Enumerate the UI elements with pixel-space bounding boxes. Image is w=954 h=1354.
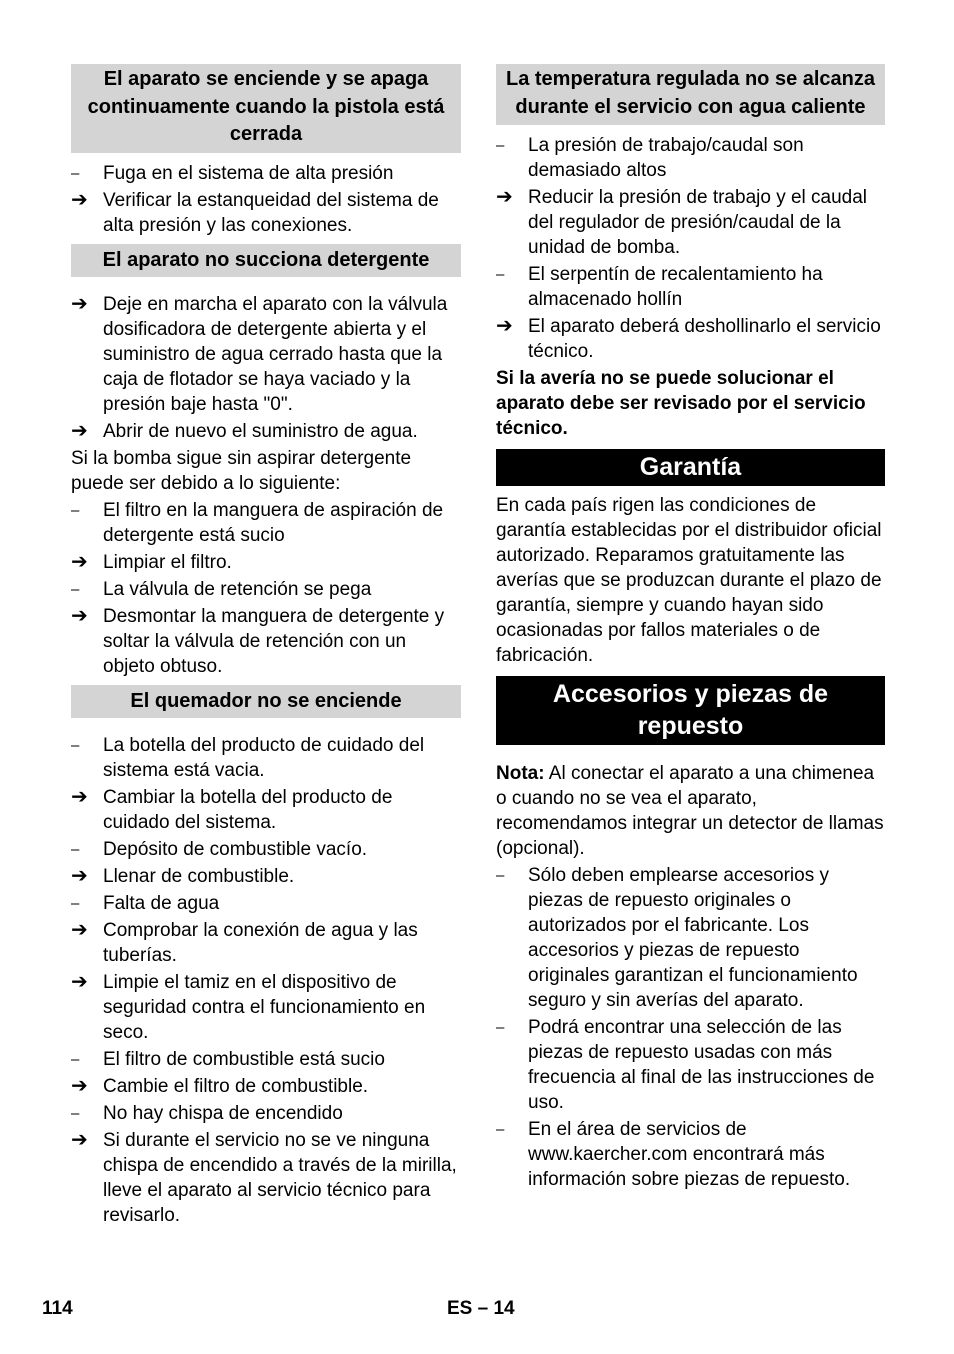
list-item-text: Depósito de combustible vacío.	[103, 838, 368, 860]
list-item	[71, 577, 461, 602]
list	[496, 133, 885, 364]
list-item	[71, 1047, 461, 1072]
list-item	[71, 864, 461, 889]
dash-bullet: –	[71, 894, 80, 912]
list-item-text: Limpie el tamiz en el dispositivo de seguridad contra el funcionamiento en seco.	[103, 971, 426, 1043]
list-item	[71, 733, 461, 783]
list-item-text: Cambie el filtro de combustible.	[103, 1075, 369, 1097]
section-heading: La temperatura regulada no se alcanza durante el servicio con agua caliente	[496, 64, 885, 125]
list-item	[496, 863, 885, 1013]
right-column	[496, 64, 885, 1194]
list-item-text: La presión de trabajo/caudal son demasiado altos	[528, 135, 804, 181]
list-item	[71, 1101, 461, 1126]
section-heading-accessories: Accesorios y piezas de repuesto	[496, 676, 885, 745]
left-column	[71, 64, 461, 1230]
list-item	[496, 133, 885, 183]
list	[71, 733, 461, 1228]
arrow-icon: ➔	[496, 315, 513, 337]
list-item	[71, 498, 461, 548]
dash-bullet: –	[71, 1050, 80, 1068]
dash-bullet: –	[71, 164, 80, 182]
list-item-text: La válvula de retención se pega	[103, 578, 372, 600]
list-item-text: Abrir de nuevo el suministro de agua.	[103, 420, 418, 442]
arrow-icon: ➔	[496, 186, 513, 208]
dash-bullet: –	[496, 266, 505, 283]
list-item	[496, 1117, 885, 1192]
arrow-icon: ➔	[71, 419, 88, 442]
list-item	[71, 837, 461, 862]
list-item	[71, 604, 461, 679]
list-item-text: La botella del producto de cuidado del sistema está vacia.	[103, 734, 425, 781]
list-item-text: Limpiar el filtro.	[103, 551, 232, 573]
bold-note: Si la avería no se puede solucionar el aparato debe ser revisado por el servicio técnico.	[496, 368, 866, 439]
list-item-text: Comprobar la conexión de agua y las tuberías.	[103, 919, 418, 966]
list-item	[71, 419, 461, 444]
section-heading: El quemador no se enciende	[71, 685, 461, 718]
arrow-icon: ➔	[71, 550, 88, 573]
list-item	[71, 891, 461, 916]
list-item-text: Deje en marcha el aparato con la válvula dosificadora de detergente abierta y el suministro de agua cerrado hasta que la caja de flotador se haya vaciado y la presión baje hasta "0".	[103, 293, 448, 415]
list-item-text: Podrá encontrar una selección de las piezas de repuesto usadas con más frecuencia al final de las instrucciones de uso.	[528, 1017, 875, 1113]
list-item-text: El aparato deberá deshollinarlo el servicio técnico.	[528, 316, 881, 362]
list-item-text: Cambiar la botella del producto de cuidado del sistema.	[103, 786, 393, 833]
list-item-text: El filtro de combustible está sucio	[103, 1048, 385, 1070]
dash-bullet: –	[71, 736, 80, 754]
arrow-icon: ➔	[71, 292, 88, 315]
list	[71, 161, 461, 238]
list	[71, 292, 461, 444]
note-label: Nota:	[496, 763, 545, 784]
dash-bullet: –	[496, 1019, 505, 1036]
list-item-text: Reducir la presión de trabajo y el caudal del regulador de presión/caudal de la unidad de bomba.	[528, 187, 868, 258]
section-heading: El aparato se enciende y se apaga continuamente cuando la pistola está cerrada	[71, 64, 461, 153]
section-heading: El aparato no succiona detergente	[71, 244, 461, 277]
list-item	[496, 262, 885, 312]
list-item-text: No hay chispa de encendido	[103, 1102, 343, 1124]
note-paragraph	[496, 761, 885, 861]
dash-bullet: –	[496, 867, 505, 884]
page-number: 114	[42, 1298, 73, 1319]
dash-bullet: –	[71, 501, 80, 519]
list-item-text: Verificar la estanqueidad del sistema de alta presión y las conexiones.	[103, 189, 439, 236]
section-heading-warranty: Garantía	[496, 449, 885, 486]
list-item-text: Fuga en el sistema de alta presión	[103, 162, 394, 184]
list-item-text: Si durante el servicio no se ve ninguna chispa de encendido a través de la mirilla, lleve el aparato al servicio técnico para revisarlo.	[103, 1129, 457, 1226]
list-item-text: En el área de servicios de www.kaercher.com encontrará más información sobre piezas de repuesto.	[528, 1119, 851, 1190]
dash-bullet: –	[496, 1121, 505, 1138]
list-item	[71, 918, 461, 968]
arrow-icon: ➔	[71, 604, 88, 627]
dash-bullet: –	[71, 580, 80, 598]
dash-bullet: –	[71, 1104, 80, 1122]
dash-bullet: –	[496, 137, 505, 154]
arrow-icon: ➔	[71, 970, 88, 993]
list-item	[71, 1128, 461, 1228]
paragraph: En cada país rigen las condiciones de garantía establecidas por el distribuidor oficial autorizado. Reparamos gratuitamente las averías que se produzcan durante el plazo de garantía, siempre y cuando hayan sido ocasionadas por fallos materiales o de fabricación.	[496, 495, 882, 666]
dash-bullet: –	[71, 840, 80, 858]
note-text: Al conectar el aparato a una chimenea o cuando no se vea el aparato, recomendamos integrar un detector de llamas (opcional).	[496, 763, 884, 859]
list-item-text: Llenar de combustible.	[103, 865, 295, 887]
list-item-text: El filtro en la manguera de aspiración de detergente está sucio	[103, 499, 444, 546]
list	[496, 863, 885, 1192]
arrow-icon: ➔	[71, 1128, 88, 1151]
list-item	[71, 292, 461, 417]
list-item	[71, 550, 461, 575]
arrow-icon: ➔	[71, 918, 88, 941]
arrow-icon: ➔	[71, 864, 88, 887]
list-item-text: El serpentín de recalentamiento ha almacenado hollín	[528, 264, 823, 310]
arrow-icon: ➔	[71, 785, 88, 808]
list-item-text: Sólo deben emplearse accesorios y piezas de repuesto originales o autorizados por el fabricante. Los accesorios y piezas de repuesto originales garantizan el funcionamiento seguro y sin averías del aparato.	[528, 865, 858, 1011]
list	[71, 498, 461, 679]
list-item	[496, 185, 885, 260]
list-item	[71, 188, 461, 238]
list-item	[71, 970, 461, 1045]
list-item	[496, 1015, 885, 1115]
list-item-text: Desmontar la manguera de detergente y soltar la válvula de retención con un objeto obtuso.	[103, 605, 445, 677]
list-item	[71, 1074, 461, 1099]
arrow-icon: ➔	[71, 188, 88, 211]
list-item-text: Falta de agua	[103, 892, 220, 914]
list-item	[71, 785, 461, 835]
language-page-label: ES – 14	[447, 1298, 515, 1319]
paragraph: Si la bomba sigue sin aspirar detergente puede ser debido a lo siguiente:	[71, 447, 412, 494]
list-item	[496, 314, 885, 364]
arrow-icon: ➔	[71, 1074, 88, 1097]
list-item	[71, 161, 461, 186]
